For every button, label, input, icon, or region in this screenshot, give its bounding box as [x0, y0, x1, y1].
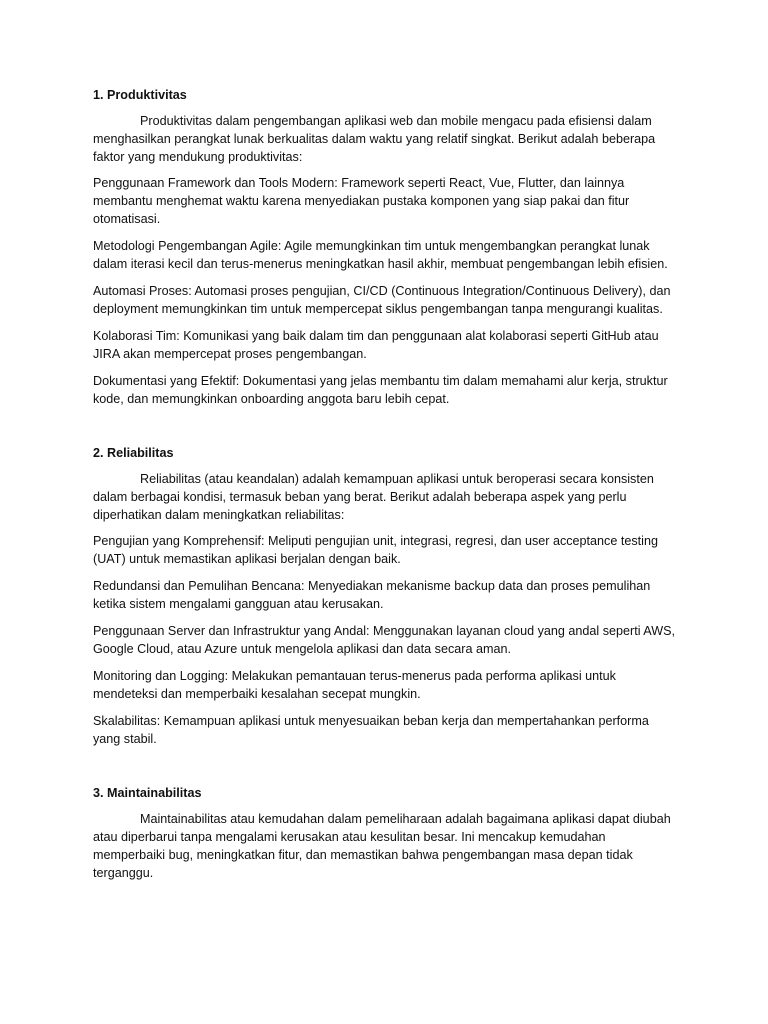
- paragraph: Monitoring dan Logging: Melakukan pemantauan terus-menerus pada performa aplikasi untuk mendeteksi dan memperbaiki kesalahan secepat mungkin.: [93, 669, 616, 701]
- section-produktivitas: [93, 86, 676, 408]
- section-reliabilitas: [93, 444, 676, 748]
- section-maintainabilitas: [93, 784, 676, 882]
- section-heading: 1. Produktivitas: [93, 88, 187, 102]
- paragraph: Dokumentasi yang Efektif: Dokumentasi yang jelas membantu tim dalam memahami alur kerja, struktur kode, dan memungkinkan onboarding anggota baru lebih cepat.: [93, 374, 668, 406]
- paragraph: Pengujian yang Komprehensif: Meliputi pengujian unit, integrasi, regresi, dan user acceptance testing (UAT) untuk memastikan aplikasi berjalan dengan baik.: [93, 534, 658, 566]
- paragraph: Penggunaan Framework dan Tools Modern: Framework seperti React, Vue, Flutter, dan lainnya membantu menghemat waktu karena menyediakan pustaka komponen yang siap pakai dan fitur otomatisasi.: [93, 176, 630, 226]
- section-intro: Reliabilitas (atau keandalan) adalah kemampuan aplikasi untuk beroperasi secara konsisten dalam berbagai kondisi, termasuk beban yang berat. Berikut adalah beberapa aspek yang perlu diperhatikan dalam meningkatkan reliabilitas:: [93, 472, 654, 522]
- section-heading: 3. Maintainabilitas: [93, 786, 202, 800]
- section-intro: Produktivitas dalam pengembangan aplikasi web dan mobile mengacu pada efisiensi dalam menghasilkan perangkat lunak berkualitas dalam waktu yang relatif singkat. Berikut adalah beberapa faktor yang mendukung produktivitas:: [93, 114, 656, 164]
- section-spacer: [93, 757, 676, 784]
- paragraph: Automasi Proses: Automasi proses pengujian, CI/CD (Continuous Integration/Continuous Delivery), dan deployment memungkinkan tim untuk mempercepat siklus pengembangan tanpa mengurangi kualitas.: [93, 284, 671, 316]
- section-intro: Maintainabilitas atau kemudahan dalam pemeliharaan adalah bagaimana aplikasi dapat diubah atau diperbarui tanpa mengalami kerusakan atau kesulitan besar. Ini mencakup kemudahan memperbaiki bug, meningkatkan fitur, dan memastikan bahwa pengembangan masa depan tidak terganggu.: [93, 812, 671, 880]
- paragraph: Metodologi Pengembangan Agile: Agile memungkinkan tim untuk mengembangkan perangkat lunak dalam iterasi kecil dan terus-menerus meningkatkan hasil akhir, membuat pengembangan lebih efisien.: [93, 239, 668, 271]
- paragraph: Skalabilitas: Kemampuan aplikasi untuk menyesuaikan beban kerja dan mempertahankan performa yang stabil.: [93, 714, 649, 746]
- paragraph: Penggunaan Server dan Infrastruktur yang Andal: Menggunakan layanan cloud yang andal seperti AWS, Google Cloud, atau Azure untuk mengelola aplikasi dan data secara aman.: [93, 624, 676, 656]
- paragraph: Redundansi dan Pemulihan Bencana: Menyediakan mekanisme backup data dan proses pemulihan ketika sistem mengalami gangguan atau kerusakan.: [93, 579, 651, 611]
- paragraph: Kolaborasi Tim: Komunikasi yang baik dalam tim dan penggunaan alat kolaborasi seperti GitHub atau JIRA akan mempercepat proses pengembangan.: [93, 329, 659, 361]
- document-page: [93, 86, 676, 890]
- section-spacer: [93, 417, 676, 444]
- section-heading: 2. Reliabilitas: [93, 446, 174, 460]
